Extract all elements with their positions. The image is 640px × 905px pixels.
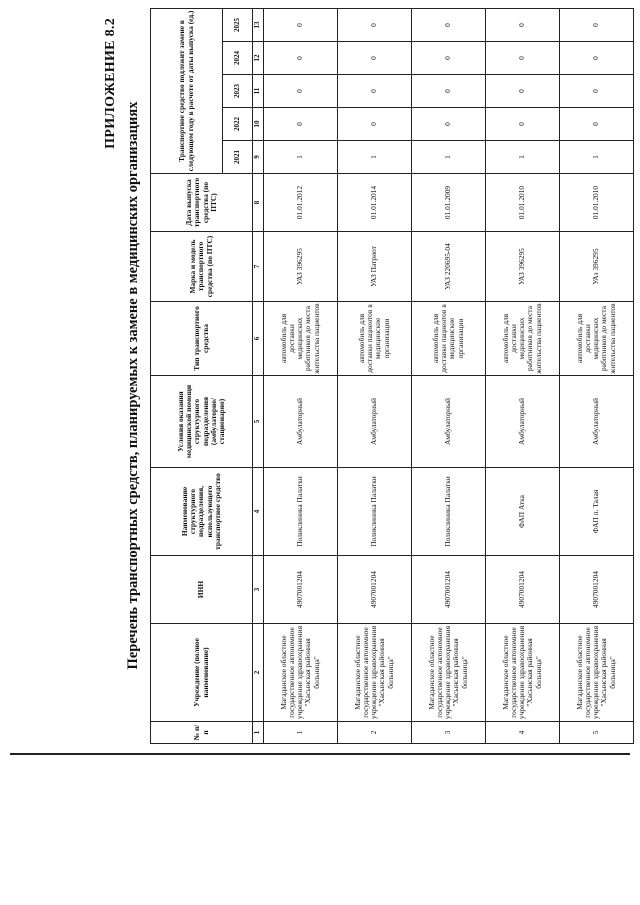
cell-model: УАз 396295: [559, 232, 633, 302]
column-index: 11: [253, 75, 264, 108]
cell-unit: ФАП Атка: [485, 468, 559, 556]
cell-2021: 1: [411, 141, 485, 174]
cell-num: 1: [263, 722, 337, 744]
cell-institution: Магаданское областное государственное автономное учреждение здравоохранения "Хасынская районная больница": [559, 624, 633, 722]
cell-2023: 0: [559, 75, 633, 108]
cell-vehicle-type: автомобиль для доставки медицинских работников до места жительства пациентов: [485, 302, 559, 376]
table-row: [337, 8, 411, 743]
cell-model: УАЗ Патриот: [337, 232, 411, 302]
cell-vehicle-type: автомобиль для доставки пациентов в медицинские организации: [337, 302, 411, 376]
cell-release-date: 01.01.2010: [485, 174, 559, 232]
cell-conditions: Амбулаторный: [411, 376, 485, 468]
column-index: 6: [253, 302, 264, 376]
cell-institution: Магаданское областное государственное автономное учреждение здравоохранения "Хасынская районная больница": [337, 624, 411, 722]
cell-vehicle-type: автомобиль для доставки медицинских работников до места жительства пациентов: [559, 302, 633, 376]
header-year: 2023: [223, 75, 253, 108]
cell-vehicle-type: автомобиль для доставки пациентов в медицинские организации: [411, 302, 485, 376]
cell-model: УАЗ 396295: [263, 232, 337, 302]
cell-2023: 0: [263, 75, 337, 108]
cell-institution: Магаданское областное государственное автономное учреждение здравоохранения "Хасынская районная больница": [411, 624, 485, 722]
cell-institution: Магаданское областное государственное автономное учреждение здравоохранения "Хасынская районная больница": [485, 624, 559, 722]
cell-2022: 0: [337, 108, 411, 141]
cell-inn: 4907001204: [263, 556, 337, 624]
cell-inn: 4907001204: [337, 556, 411, 624]
header-vehicle-type: Тип транспортного средства: [151, 302, 253, 376]
cell-2025: 0: [337, 8, 411, 41]
horizontal-rule: [10, 753, 630, 755]
cell-institution: Магаданское областное государственное автономное учреждение здравоохранения "Хасынская районная больница": [263, 624, 337, 722]
cell-release-date: 01.01.2014: [337, 174, 411, 232]
cell-2023: 0: [485, 75, 559, 108]
cell-vehicle-type: автомобиль для доставки медицинских работников до места жительства пациентов: [263, 302, 337, 376]
header-release-date: Дата выпуска транспортного средства (по ПТС): [151, 174, 253, 232]
cell-2021: 1: [485, 141, 559, 174]
column-index: 13: [253, 8, 264, 41]
table-row: [263, 8, 337, 743]
column-index: 1: [253, 722, 264, 744]
header-year: 2025: [223, 8, 253, 41]
cell-unit: Поликлиника Палатки: [263, 468, 337, 556]
cell-conditions: Амбулаторный: [263, 376, 337, 468]
header-row: [151, 8, 223, 743]
cell-unit: Поликлиника Палатки: [411, 468, 485, 556]
cell-inn: 4907001204: [411, 556, 485, 624]
table-row: [559, 8, 633, 743]
column-index: 3: [253, 556, 264, 624]
cell-2022: 0: [559, 108, 633, 141]
header-num: № п/п: [151, 722, 253, 744]
cell-conditions: Амбулаторный: [485, 376, 559, 468]
header-conditions: Условия оказания медицинской помощи структурного подразделения (амбулаторно/ стационарно): [151, 376, 253, 468]
column-index-row: [253, 8, 264, 743]
cell-num: 3: [411, 722, 485, 744]
header-replacement: Транспортное средство подлежит замене в следующем году в расчете от даты выпуска (ед.): [151, 8, 223, 173]
cell-2025: 0: [559, 8, 633, 41]
header-model: Марка и модель транспортного средства (по ПТС): [151, 232, 253, 302]
cell-2025: 0: [411, 8, 485, 41]
cell-2022: 0: [263, 108, 337, 141]
cell-unit: ФАП п. Талая: [559, 468, 633, 556]
header-inn: ИНН: [151, 556, 253, 624]
annex-label: ПРИЛОЖЕНИЕ 8.2: [103, 18, 118, 149]
column-index: 5: [253, 376, 264, 468]
cell-release-date: 01.01.2010: [559, 174, 633, 232]
cell-conditions: Амбулаторный: [337, 376, 411, 468]
header-institution: Учреждение (полное наименование): [151, 624, 253, 722]
cell-2025: 0: [485, 8, 559, 41]
header-year: 2024: [223, 42, 253, 75]
cell-2024: 0: [337, 42, 411, 75]
column-index: 4: [253, 468, 264, 556]
column-index: 12: [253, 42, 264, 75]
table-row: [485, 8, 559, 743]
cell-2023: 0: [411, 75, 485, 108]
column-index: 10: [253, 108, 264, 141]
column-index: 9: [253, 141, 264, 174]
cell-model: УАЗ 396295: [485, 232, 559, 302]
cell-2021: 1: [559, 141, 633, 174]
cell-num: 5: [559, 722, 633, 744]
column-index: 8: [253, 174, 264, 232]
cell-2021: 1: [263, 141, 337, 174]
cell-2022: 0: [411, 108, 485, 141]
header-unit: Наименование структурного подразделения, использующего транспортное средство: [151, 468, 253, 556]
cell-conditions: Амбулаторный: [559, 376, 633, 468]
column-index: 2: [253, 624, 264, 722]
cell-2024: 0: [485, 42, 559, 75]
cell-2023: 0: [337, 75, 411, 108]
header-year: 2021: [223, 141, 253, 174]
header-year: 2022: [223, 108, 253, 141]
cell-release-date: 01.01.2012: [263, 174, 337, 232]
cell-2024: 0: [263, 42, 337, 75]
cell-num: 2: [337, 722, 411, 744]
table-row: [411, 8, 485, 743]
cell-inn: 4907001204: [559, 556, 633, 624]
column-index: 7: [253, 232, 264, 302]
cell-2021: 1: [337, 141, 411, 174]
document-title: Перечень транспортных средств, планируемых к замене в медицинских организациях: [125, 101, 141, 670]
cell-unit: Поликлиника Палатки: [337, 468, 411, 556]
cell-inn: 4907001204: [485, 556, 559, 624]
cell-release-date: 01.01.2009: [411, 174, 485, 232]
cell-2024: 0: [411, 42, 485, 75]
cell-model: УАЗ 220695-04: [411, 232, 485, 302]
cell-2025: 0: [263, 8, 337, 41]
cell-2022: 0: [485, 108, 559, 141]
rotated-document-sheet: [95, 8, 635, 748]
vehicles-table: [150, 8, 634, 744]
cell-2024: 0: [559, 42, 633, 75]
cell-num: 4: [485, 722, 559, 744]
